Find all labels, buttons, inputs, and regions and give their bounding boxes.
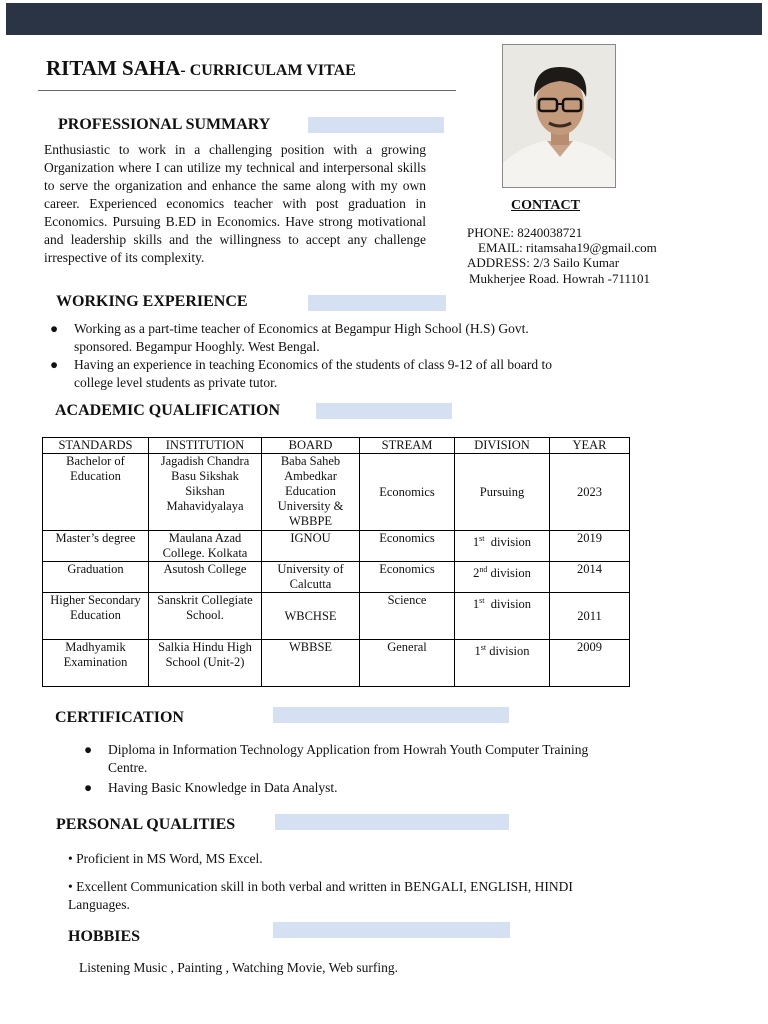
year-cell: 2023 [550, 454, 630, 531]
year-cell: 2011 [550, 593, 630, 640]
quality-item: • Proficient in MS Word, MS Excel. [68, 851, 263, 866]
division-cell: 1st division [455, 531, 550, 562]
board-cell: University of Calcutta [262, 562, 360, 593]
division-cell: Pursuing [455, 454, 550, 531]
summary-heading: PROFESSIONAL SUMMARY [58, 116, 271, 133]
title-divider [38, 90, 456, 91]
contact-email: EMAIL: ritamsaha19@gmail.com [478, 240, 657, 255]
academic-heading: ACADEMIC QUALIFICATION [55, 402, 281, 419]
quality-item: • Excellent Communication skill in both verbal and written in BENGALI, ENGLISH, HINDI Languages. [68, 879, 573, 912]
cv-title [46, 56, 356, 81]
certification-heading-bar [273, 707, 509, 723]
board-cell: WBBSE [262, 640, 360, 687]
column-header: DIVISION [455, 438, 550, 454]
board-cell: IGNOU [262, 531, 360, 562]
cv-label: - CURRICULAM VITAE [180, 62, 356, 79]
contact-address-line-2: Mukherjee Road. Howrah -711101 [469, 271, 650, 286]
stream-cell: General [360, 640, 455, 687]
division-cell: 1st division [455, 640, 550, 687]
column-header: YEAR [550, 438, 630, 454]
list-item: ● Having Basic Knowledge in Data Analyst. [84, 780, 338, 795]
contact-phone: PHONE: 8240038721 [467, 225, 583, 240]
academic-table [42, 437, 630, 687]
academic-heading-bar [316, 403, 452, 419]
experience-list [44, 320, 584, 392]
hobbies-text: Listening Music , Painting , Watching Movie, Web surfing. [79, 960, 399, 975]
institution-cell: Maulana Azad College. Kolkata [149, 531, 262, 562]
standard-cell: Master’s degree [43, 531, 149, 562]
certification-heading: CERTIFICATION [55, 709, 184, 726]
summary-heading-bar [308, 117, 444, 133]
stream-cell: Economics [360, 454, 455, 531]
table-header-row [43, 438, 630, 454]
column-header: BOARD [262, 438, 360, 454]
division-cell: 2nd division [455, 562, 550, 593]
institution-cell: Salkia Hindu High School (Unit-2) [149, 640, 262, 687]
stream-cell: Science [360, 593, 455, 640]
board-cell: WBCHSE [262, 593, 360, 640]
year-cell: 2019 [550, 531, 630, 562]
table-row [43, 531, 630, 562]
header-bar [6, 3, 762, 35]
table-row [43, 454, 630, 531]
list-item: ● Working as a part-time teacher of Economics at Begampur High School (H.S) Govt. sponsored. Begampur Hooghly. West Bengal. [50, 321, 529, 354]
bullet-icon: ● [50, 357, 59, 372]
list-item: ● Having an experience in teaching Economics of the students of class 9-12 of all board to college level students as private tutor. [50, 357, 552, 390]
list-item: ● Diploma in Information Technology Application from Howrah Youth Computer Training Centre. [84, 742, 589, 775]
institution-cell: Asutosh College [149, 562, 262, 593]
bullet-icon: ● [50, 321, 59, 336]
qualities-heading: PERSONAL QUALITIES [56, 816, 236, 833]
column-header: INSTITUTION [149, 438, 262, 454]
stream-cell: Economics [360, 531, 455, 562]
year-cell: 2009 [550, 640, 630, 687]
division-cell: 1st division [455, 593, 550, 640]
column-header: STANDARDS [43, 438, 149, 454]
standard-cell: Higher Secondary Education [43, 593, 149, 640]
table-row [43, 640, 630, 687]
table-row [43, 562, 630, 593]
bullet-icon: ● [84, 780, 93, 795]
institution-cell: Sanskrit Collegiate School. [149, 593, 262, 640]
hobbies-heading: HOBBIES [68, 928, 141, 945]
experience-heading-bar [308, 295, 446, 311]
profile-photo [502, 44, 616, 188]
standard-cell: Graduation [43, 562, 149, 593]
hobbies-heading-bar [273, 922, 510, 938]
experience-heading: WORKING EXPERIENCE [56, 293, 248, 310]
board-cell: Baba Saheb Ambedkar Education University & WBBPE [262, 454, 360, 531]
qualities-heading-bar [275, 814, 509, 830]
year-cell: 2014 [550, 562, 630, 593]
institution-cell: Jagadish Chandra Basu Sikshak Sikshan Mahavidyalaya [149, 454, 262, 531]
stream-cell: Economics [360, 562, 455, 593]
column-header: STREAM [360, 438, 455, 454]
summary-text: Enthusiastic to work in a challenging position with a growing Organization where I can utilize my technical and interpersonal skills to serve the organization and enhance the same along with my own career. Experienced economics teacher with post graduation in Economics. Pursuing B.ED in Economics. Have strong motivational and leadership skills and the willingness to accept any challenge irrespective of its complexity. [44, 142, 426, 265]
candidate-name: RITAM SAHA [46, 56, 181, 80]
standard-cell: Bachelor of Education [43, 454, 149, 531]
table-row [43, 593, 630, 640]
standard-cell: Madhyamik Examination [43, 640, 149, 687]
bullet-icon: ● [84, 742, 93, 757]
contact-address-line-1: ADDRESS: 2/3 Sailo Kumar [467, 255, 620, 270]
contact-heading: CONTACT [511, 198, 580, 213]
certification-list [78, 741, 618, 797]
